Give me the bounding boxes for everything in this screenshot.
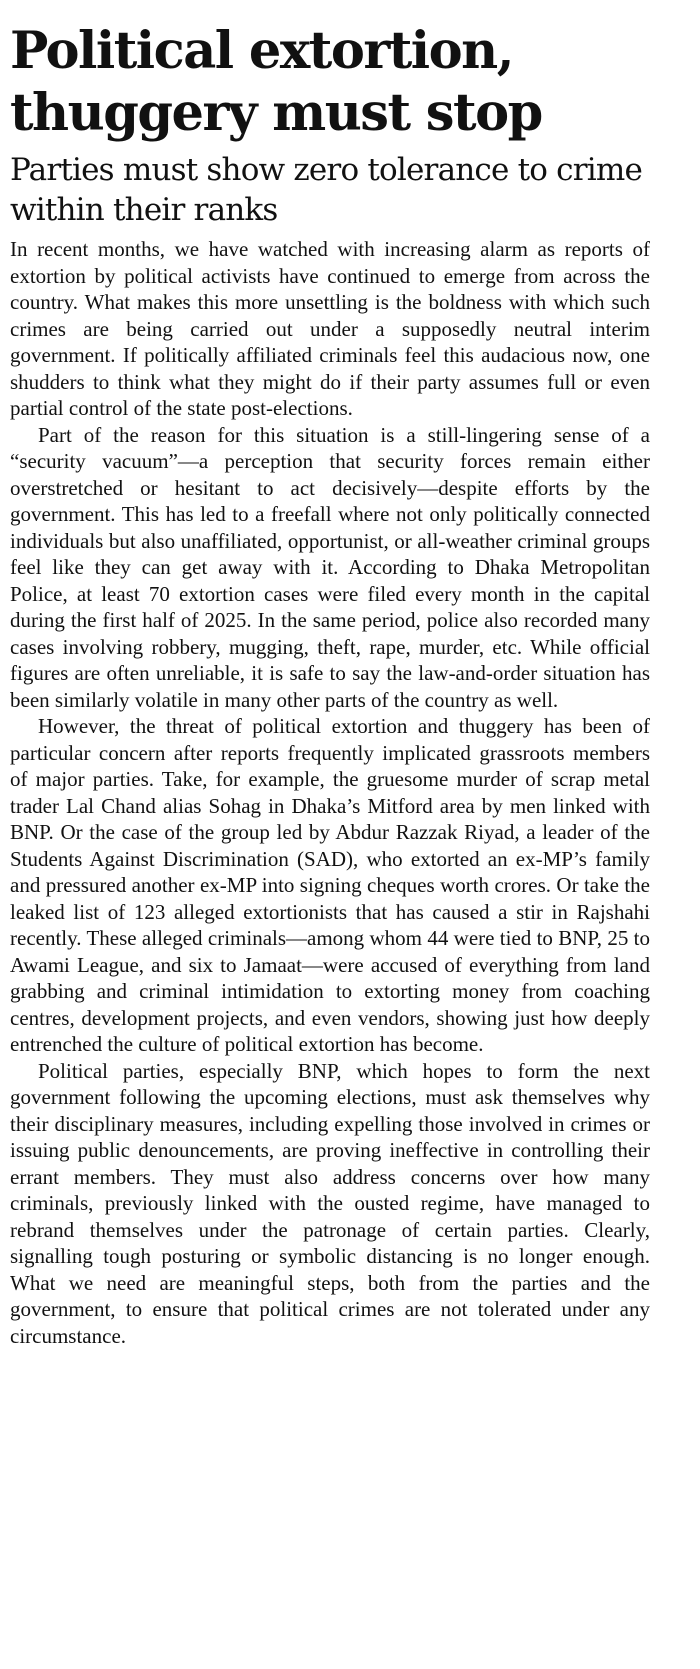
subheadline: Parties must show zero tolerance to crime within their ranks <box>10 152 642 228</box>
headline: Political extortion, thuggery must stop <box>10 21 542 143</box>
paragraph: In recent months, we have watched with increasing alarm as reports of extortion by political activists have continued to emerge from across the country. What makes this more unsettling is the boldness with which such crimes are being carried out under a supposedly neutral interim government. If politically affiliated criminals feel this audacious now, one shudders to think what they might do if their party assumes full or even partial control of the state post-elections. <box>10 237 650 420</box>
article-body <box>10 236 650 1349</box>
paragraph: Political parties, especially BNP, which hopes to form the next government following the upcoming elections, must ask themselves why their disciplinary measures, including expelling those involved in crimes or issuing public denouncements, are proving ineffective in controlling their errant members. They must also address concerns over how many criminals, previously linked with the ousted regime, have managed to rebrand themselves under the patronage of certain parties. Clearly, signalling tough posturing or symbolic distancing is no longer enough. What we need are meaningful steps, both from the parties and the government, to ensure that political crimes are not tolerated under any circumstance. <box>10 1058 650 1348</box>
paragraph: Part of the reason for this situation is a still-lingering sense of a “security vacuum”—a perception that security forces remain either overstretched or hesitant to act decisively—despite efforts by the government. This has led to a freefall where not only politically connected individuals but also unaffiliated, opportunist, or all-weather criminal groups feel like they can get away with it. According to Dhaka Metropolitan Police, at least 70 extortion cases were filed every month in the capital during the first half of 2025. In the same period, police also recorded many cases involving robbery, mugging, theft, rape, murder, etc. While official figures are often unreliable, it is safe to say the law-and-order situation has been similarly volatile in many other parts of the country as well. <box>10 422 650 712</box>
editorial-article <box>10 20 650 1349</box>
paragraph: However, the threat of political extortion and thuggery has been of particular concern after reports frequently implicated grassroots members of major parties. Take, for example, the gruesome murder of scrap metal trader Lal Chand alias Sohag in Dhaka’s Mitford area by men linked with BNP. Or the case of the group led by Abdur Razzak Riyad, a leader of the Students Against Discrimination (SAD), who extorted an ex-MP’s family and pressured another ex-MP into signing cheques worth crores. Or take the leaked list of 123 alleged extortionists that has caused a stir in Rajshahi recently. These alleged criminals—among whom 44 were tied to BNP, 25 to Awami League, and six to Jamaat—were accused of everything from land grabbing and criminal intimidation to extorting money from coaching centres, development projects, and even vendors, showing just how deeply entrenched the culture of political extortion has become. <box>10 714 650 1056</box>
